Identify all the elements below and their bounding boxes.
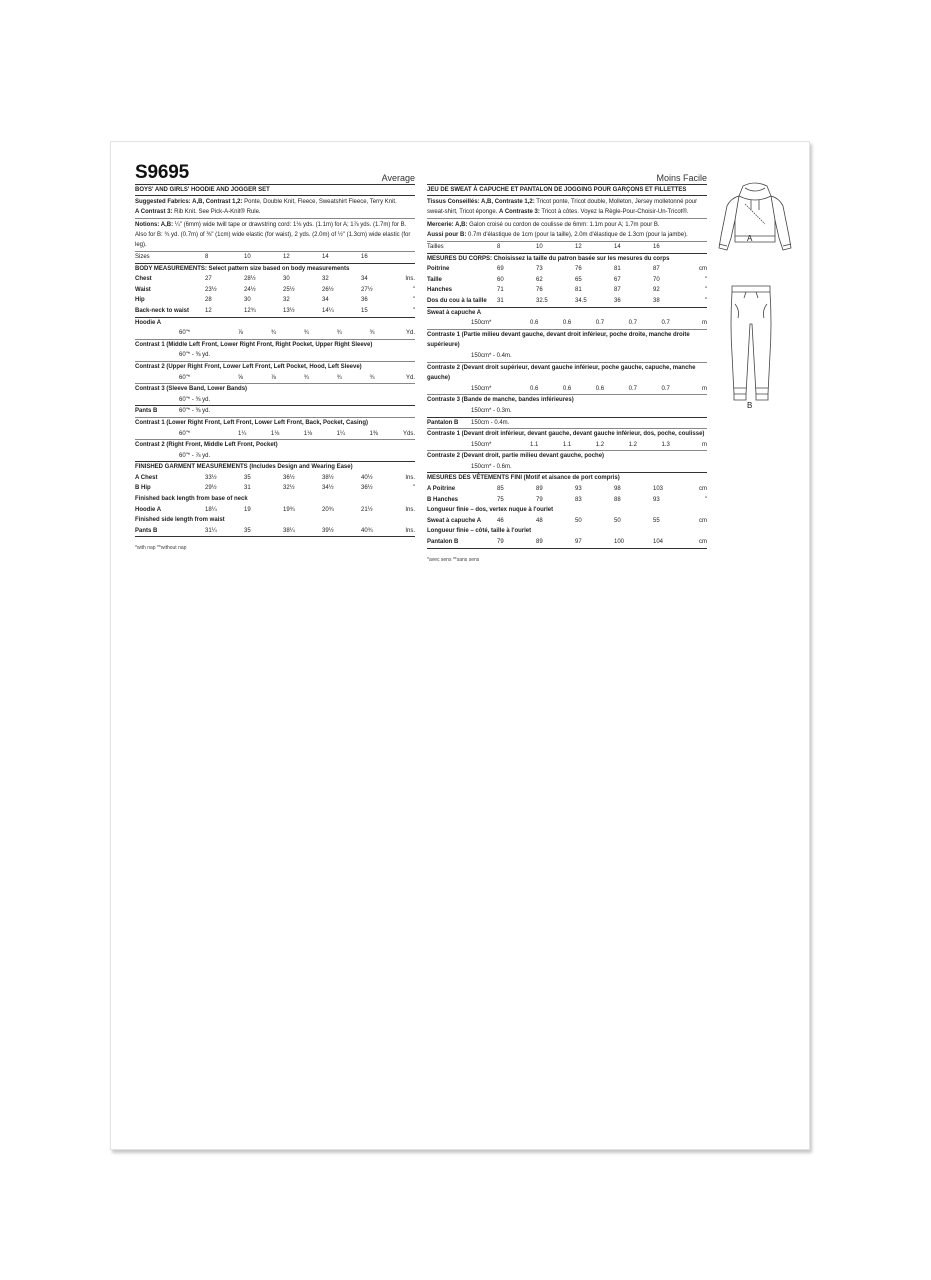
table-row: [135, 328, 415, 340]
value-cell: 46: [497, 517, 504, 524]
table-group: [427, 395, 707, 406]
unit-cell: ": [704, 496, 707, 503]
row-label: Chest: [135, 276, 152, 283]
value-cell: 12: [205, 307, 212, 314]
table-row: [135, 483, 415, 494]
value-cell: 98: [614, 486, 621, 493]
value-cell: 79: [536, 496, 543, 503]
value-cell: 31: [244, 485, 251, 492]
value-cell: 33½: [205, 474, 217, 481]
notions: [135, 219, 415, 252]
value-cell: 73: [536, 266, 543, 273]
value-cell: 48: [536, 517, 543, 524]
row-label: Hip: [135, 297, 145, 304]
value-cell: 10: [536, 244, 543, 250]
contrast3-label-fr: A Contraste 3:: [499, 209, 540, 215]
table-row: [135, 252, 415, 264]
value-cell: 92: [653, 287, 660, 294]
row-label: Taille: [427, 276, 442, 283]
value-cell: 12¾: [244, 307, 256, 314]
table-row: [135, 295, 415, 306]
value-cell: 0.7: [628, 320, 637, 327]
row-label: Pants B: [135, 527, 158, 534]
table-row: [427, 264, 707, 275]
value-cell: 65: [575, 276, 582, 283]
table-group: [427, 505, 707, 516]
section-heading: BODY MEASUREMENTS: Select pattern size based on body measurements: [135, 265, 350, 272]
row-label: 60"*: [179, 430, 191, 437]
value-cell: 38¼: [283, 527, 295, 534]
table-group: [135, 340, 415, 351]
table-row: [135, 526, 415, 538]
table-row: [135, 429, 415, 441]
view-a-label: A: [747, 234, 753, 243]
unit-cell: m: [702, 320, 708, 327]
row-label: 150cm*: [471, 441, 492, 448]
table-group: [135, 418, 415, 429]
value-cell: 0.7: [661, 385, 670, 392]
row-label: Tailles: [427, 244, 444, 250]
value-cell: 0.6: [530, 320, 539, 327]
table-row: [135, 505, 415, 516]
value-cell: 76: [575, 266, 582, 273]
value-cell: 12: [283, 254, 290, 260]
difficulty-level: Average: [381, 173, 415, 183]
hoodie-illustration: [715, 180, 795, 254]
value-cell: 25½: [283, 286, 295, 293]
yardage-line: 150cm* - 0.4m.: [471, 352, 512, 359]
value-cell: 1.2: [595, 441, 605, 448]
value-cell: 30: [283, 276, 290, 283]
row-label: 150cm*: [471, 385, 492, 392]
table-group: [427, 473, 707, 484]
value-cell: 38½: [322, 474, 334, 481]
row-label: Sizes: [135, 254, 150, 260]
value-cell: 24½: [244, 286, 256, 293]
value-cell: ¾: [336, 330, 342, 337]
value-cell: 23½: [205, 286, 217, 293]
value-cell: 32: [322, 276, 329, 283]
unit-cell: [692, 242, 707, 253]
value-cell: 0.7: [595, 320, 605, 327]
table-row: [135, 306, 415, 318]
fabrics-label: Suggested Fabrics: A,B, Contrast 1,2:: [135, 199, 243, 205]
unit-cell: cm: [699, 539, 707, 546]
value-cell: 29½: [205, 485, 217, 492]
table-group: [427, 330, 707, 363]
row-label: Sweat à capuche A: [427, 517, 482, 524]
also-for-b-text-fr: 0.7m d'élastique de 1cm (pour la taille), 2.0m d'élastique de 1.3cm (pour la jambe).: [466, 232, 688, 238]
value-cell: 70: [653, 276, 660, 283]
unit-cell: ": [412, 297, 415, 304]
row-label: Poitrine: [427, 266, 450, 273]
value-cell: ¾: [336, 374, 342, 381]
table-row: [135, 473, 415, 484]
yardage-line: 60"* - ⅜ yd.: [179, 408, 211, 415]
row-label: A Poitrine: [427, 486, 456, 493]
unit-cell: Ins.: [405, 527, 415, 534]
section-heading: Finished back length from base of neck: [135, 496, 248, 503]
value-cell: 13½: [283, 307, 295, 314]
table-row: [427, 242, 707, 254]
unit-cell: Ins.: [405, 506, 415, 513]
value-cell: 89: [536, 486, 543, 493]
pattern-title: BOYS' AND GIRLS' HOODIE AND JOGGER SET: [135, 185, 415, 196]
value-cell: 35: [244, 527, 251, 534]
notions-text: ¼" (6mm) wide twill tape or drawstring cord: 1⅛ yds. (1.1m) for A; 1⅞ yds. (1.7m) for B. Also for B: ¾ yd. (0.7m) of ⅜" (1cm) wide elastic (for waist), 2 yds. (2.0m) of ½" (1.3cm) wide elastic (for leg).: [135, 222, 411, 248]
fabrics-label-fr: Tissus Conseillés: A,B, Contraste 1,2:: [427, 199, 535, 205]
value-cell: 16: [653, 244, 660, 250]
value-cell: 67: [614, 276, 621, 283]
unit-cell: ": [704, 276, 707, 283]
notions-text-fr: Galon croisé ou cordon de coulisse de 6mm: 1.1m pour A; 1.7m pour B.: [467, 222, 660, 228]
table-group: [427, 308, 707, 319]
table-group: [135, 264, 415, 275]
english-column: [135, 162, 415, 554]
table-row: [427, 318, 707, 330]
value-cell: 103: [653, 486, 664, 493]
value-cell: 76: [536, 287, 543, 294]
value-cell: 40½: [361, 474, 373, 481]
table-group: [427, 451, 707, 462]
yardage-line: 150cm* - 0.3m.: [427, 406, 707, 418]
table-row: [427, 285, 707, 296]
table-group: [135, 362, 415, 373]
value-cell: 15: [361, 307, 368, 314]
row-label: B Hip: [135, 485, 151, 492]
footnote-fr: *avec sens **sans sens: [427, 556, 480, 563]
fabrics-text-fr: Tricot ponte, Tricot double, Molleton, Jersey molletonné pour sweat-shirt, Tricot éponge.: [427, 199, 698, 215]
suggested-fabrics: [135, 196, 415, 219]
value-cell: 10: [244, 254, 251, 260]
notions-label: Notions: A,B:: [135, 222, 174, 228]
unit-cell: m: [702, 385, 708, 392]
value-cell: 87: [614, 287, 621, 294]
table-row: [427, 516, 707, 527]
pattern-number: S9695: [135, 162, 189, 183]
section-heading: Finished side length from waist: [135, 517, 225, 524]
table-row: [427, 384, 707, 395]
table-row: [427, 495, 707, 506]
value-cell: 1⅜: [369, 430, 378, 437]
value-cell: 31: [497, 297, 504, 304]
table-row: [135, 406, 415, 418]
section-heading: MESURES DES VÊTEMENTS FINI (Motif et aisance de port compris): [427, 475, 620, 482]
row-label: 60"*: [179, 330, 191, 337]
row-label: 60"*: [179, 374, 191, 381]
value-cell: 81: [575, 287, 582, 294]
also-for-b-label-fr: Aussi pour B:: [427, 232, 467, 238]
value-cell: 0.7: [628, 385, 637, 392]
value-cell: 75: [497, 496, 504, 503]
value-cell: 88: [614, 496, 621, 503]
header-fr: [427, 167, 707, 185]
view-b-label: B: [747, 401, 753, 410]
value-cell: 32½: [283, 485, 295, 492]
value-cell: 83: [575, 496, 582, 503]
yardage-line: 60"* - ⅜ yd.: [135, 395, 415, 407]
jogger-illustration: [726, 284, 776, 412]
row-label: B Hanches: [427, 496, 459, 503]
value-cell: 55: [653, 517, 660, 524]
value-cell: 0.6: [530, 385, 539, 392]
value-cell: 36: [614, 297, 621, 304]
table-group: [427, 429, 707, 451]
value-cell: 36½: [283, 474, 295, 481]
unit-cell: Ins.: [405, 276, 415, 283]
section-heading: Contraste 1 (Partie milieu devant gauche, devant droit inférieur, poche droite, manche droite supérieure): [427, 331, 690, 349]
value-cell: 26½: [322, 286, 334, 293]
value-cell: 20¾: [322, 506, 334, 513]
row-label: Waist: [135, 286, 151, 293]
value-cell: 34: [361, 276, 368, 283]
section-heading: Contrast 3 (Sleeve Band, Lower Bands): [135, 386, 248, 393]
header-en: [135, 162, 415, 185]
yardage-table-fr: [427, 242, 707, 549]
value-cell: 28: [205, 297, 212, 304]
value-cell: 32.5: [536, 297, 548, 304]
value-cell: 1⅛: [270, 430, 280, 437]
contrast3-label: A Contrast 3:: [135, 209, 173, 215]
section-heading: Longueur finie – côté, taille à l'ourlet: [427, 528, 532, 535]
unit-cell: cm: [699, 266, 707, 273]
section-heading: Sweat à capuche A: [427, 309, 482, 316]
table-group: [135, 384, 415, 395]
value-cell: 14: [614, 244, 621, 250]
table-group: [427, 254, 707, 265]
value-cell: ⅞: [270, 374, 276, 381]
suggested-fabrics-fr: [427, 196, 707, 219]
value-cell: 19: [244, 506, 251, 513]
value-cell: 0.6: [595, 385, 605, 392]
table-row: [427, 440, 707, 451]
value-cell: 27: [205, 276, 212, 283]
value-cell: 81: [614, 266, 621, 273]
row-label: A Chest: [135, 474, 158, 481]
section-heading: MESURES DU CORPS: Choisissez la taille du patron basée sur les mesures du corps: [427, 255, 670, 262]
value-cell: 39½: [322, 527, 334, 534]
table-row: [135, 373, 415, 385]
unit-cell: ": [704, 297, 707, 304]
value-cell: 34: [322, 297, 329, 304]
table-group: [135, 515, 415, 526]
contrast3-text-fr: Tricot à côtes. Voyez la Règle-Pour-Choisir-Un-Tricot®.: [539, 209, 689, 215]
value-cell: 1¼: [238, 430, 247, 437]
value-cell: 1.1: [562, 441, 572, 448]
value-cell: 50: [614, 517, 621, 524]
unit-cell: Yd.: [406, 374, 416, 381]
row-label: Back-neck to waist: [135, 307, 190, 314]
value-cell: 60: [497, 276, 504, 283]
value-cell: 100: [614, 539, 625, 546]
row-label: Hanches: [427, 287, 453, 294]
value-cell: 21½: [361, 506, 373, 513]
unit-cell: cm: [699, 517, 707, 524]
yardage-line: 150cm* - 0.6m.: [427, 462, 707, 474]
value-cell: 85: [497, 486, 504, 493]
value-cell: 38: [653, 297, 660, 304]
value-cell: 36: [361, 297, 368, 304]
table-row: [135, 285, 415, 296]
value-cell: 62: [536, 276, 543, 283]
unit-cell: Ins.: [405, 474, 415, 481]
unit-cell: ": [412, 485, 415, 492]
row-label: Pantalon B: [427, 539, 459, 546]
row-label: Dos du cou à la taille: [427, 297, 487, 304]
unit-cell: ": [412, 307, 415, 314]
value-cell: ¾: [369, 374, 375, 381]
difficulty-level-fr: Moins Facile: [656, 173, 707, 183]
table-group: [135, 494, 415, 505]
table-group: [135, 318, 415, 329]
section-heading: Contraste 3 (Bande de manche, bandes inférieures): [427, 397, 574, 404]
pattern-envelope-back: [110, 141, 810, 1150]
value-cell: 27½: [361, 286, 373, 293]
section-heading: Contrast 1 (Middle Left Front, Lower Right Front, Right Pocket, Upper Right Sleeve): [135, 341, 373, 348]
unit-cell: Yd.: [406, 330, 416, 337]
unit-cell: ": [704, 287, 707, 294]
value-cell: 71: [497, 287, 504, 294]
value-cell: 36½: [361, 485, 373, 492]
table-row: [427, 484, 707, 495]
value-cell: 8: [205, 254, 209, 260]
value-cell: 8: [497, 244, 501, 250]
table-row: [427, 296, 707, 308]
section-heading: Contrast 2 (Right Front, Middle Left Front, Pocket): [135, 442, 278, 449]
unit-cell: ": [412, 286, 415, 293]
value-cell: 40¾: [361, 527, 373, 534]
value-cell: 93: [653, 496, 660, 503]
value-cell: 97: [575, 539, 582, 546]
value-cell: 18¼: [205, 506, 217, 513]
table-row: [135, 274, 415, 285]
value-cell: 1.1: [530, 441, 539, 448]
value-cell: 1.2: [628, 441, 637, 448]
value-cell: 1¼: [336, 430, 345, 437]
value-cell: 1.3: [661, 441, 670, 448]
notions-fr: [427, 219, 707, 242]
section-heading: Contraste 1 (Devant droit inférieur, devant gauche, devant gauche inférieur, dos, poche, coulisse): [427, 431, 705, 438]
section-heading: Contraste 2 (Devant droit, partie milieu devant gauche, poche): [427, 453, 605, 460]
table-group: [135, 462, 415, 473]
value-cell: ⅞: [238, 330, 244, 337]
value-cell: 14¼: [322, 307, 334, 314]
yardage-line: 150cm - 0.4m.: [471, 419, 510, 426]
pattern-title-fr: JEU DE SWEAT À CAPUCHE ET PANTALON DE JOGGING POUR GARÇONS ET FILLETTES: [427, 185, 707, 196]
footnote: *with nap **without nap: [135, 545, 187, 552]
value-cell: 30: [244, 297, 251, 304]
value-cell: 0.7: [661, 320, 670, 327]
value-cell: 31¼: [205, 527, 217, 534]
table-group: [135, 440, 415, 451]
table-group: [427, 363, 707, 396]
value-cell: 14: [322, 254, 329, 260]
unit-cell: Yds.: [403, 430, 416, 437]
unit-cell: m: [702, 441, 708, 448]
row-label: Hoodie A: [135, 506, 162, 513]
value-cell: 12: [575, 244, 582, 250]
table-row: [427, 275, 707, 286]
value-cell: 89: [536, 539, 543, 546]
value-cell: 87: [653, 266, 660, 273]
value-cell: 50: [575, 517, 582, 524]
value-cell: 35: [244, 474, 251, 481]
table-row: [427, 418, 707, 430]
value-cell: 93: [575, 486, 582, 493]
value-cell: 0.6: [562, 320, 572, 327]
value-cell: ¾: [303, 374, 309, 381]
value-cell: 1⅛: [303, 430, 313, 437]
value-cell: 19¾: [283, 506, 295, 513]
value-cell: ¾: [303, 330, 309, 337]
row-label: 150cm*: [471, 320, 492, 327]
notions-label-fr: Mercerie: A,B:: [427, 222, 468, 228]
value-cell: 28½: [244, 276, 256, 283]
value-cell: 16: [361, 254, 368, 260]
value-cell: 32: [283, 297, 290, 304]
row-label: Pantalon B: [427, 419, 459, 426]
yardage-line: 60"* - ⅞ yd.: [135, 451, 415, 463]
yardage-line: 60"* - ⅜ yd.: [135, 350, 415, 362]
value-cell: ¾: [270, 330, 276, 337]
value-cell: 104: [653, 539, 664, 546]
value-cell: ⅝: [238, 374, 244, 381]
french-column: [427, 167, 707, 565]
value-cell: 0.6: [562, 385, 572, 392]
value-cell: 69: [497, 266, 504, 273]
table-row: [427, 537, 707, 549]
section-heading: Longueur finie – dos, vertex nuque à l'ourlet: [427, 507, 554, 514]
section-heading: Contrast 2 (Upper Right Front, Lower Left Front, Left Pocket, Hood, Left Sleeve): [135, 363, 362, 370]
contrast3-text: Rib Knit. See Pick-A-Knit® Rule.: [172, 209, 261, 215]
section-heading: Hoodie A: [135, 319, 162, 326]
value-cell: 34½: [322, 485, 334, 492]
section-heading: FINISHED GARMENT MEASUREMENTS (Includes Design and Wearing Ease): [135, 464, 353, 471]
unit-cell: [400, 252, 415, 263]
value-cell: 79: [497, 539, 504, 546]
value-cell: ¾: [369, 330, 375, 337]
yardage-table: [135, 252, 415, 537]
section-heading: Contrast 1 (Lower Right Front, Left Front, Lower Left Front, Back, Pocket, Casing): [135, 419, 369, 426]
unit-cell: cm: [699, 486, 707, 493]
row-label: Pants B: [135, 408, 158, 415]
value-cell: 34.5: [575, 297, 587, 304]
section-heading: Contraste 2 (Devant droit supérieur, devant gauche inférieur, poche gauche, capuche, manche gauche): [427, 364, 696, 382]
table-group: [427, 526, 707, 537]
fabrics-text: Ponte, Double Knit, Fleece, Sweatshirt Fleece, Terry Knit.: [242, 199, 397, 205]
